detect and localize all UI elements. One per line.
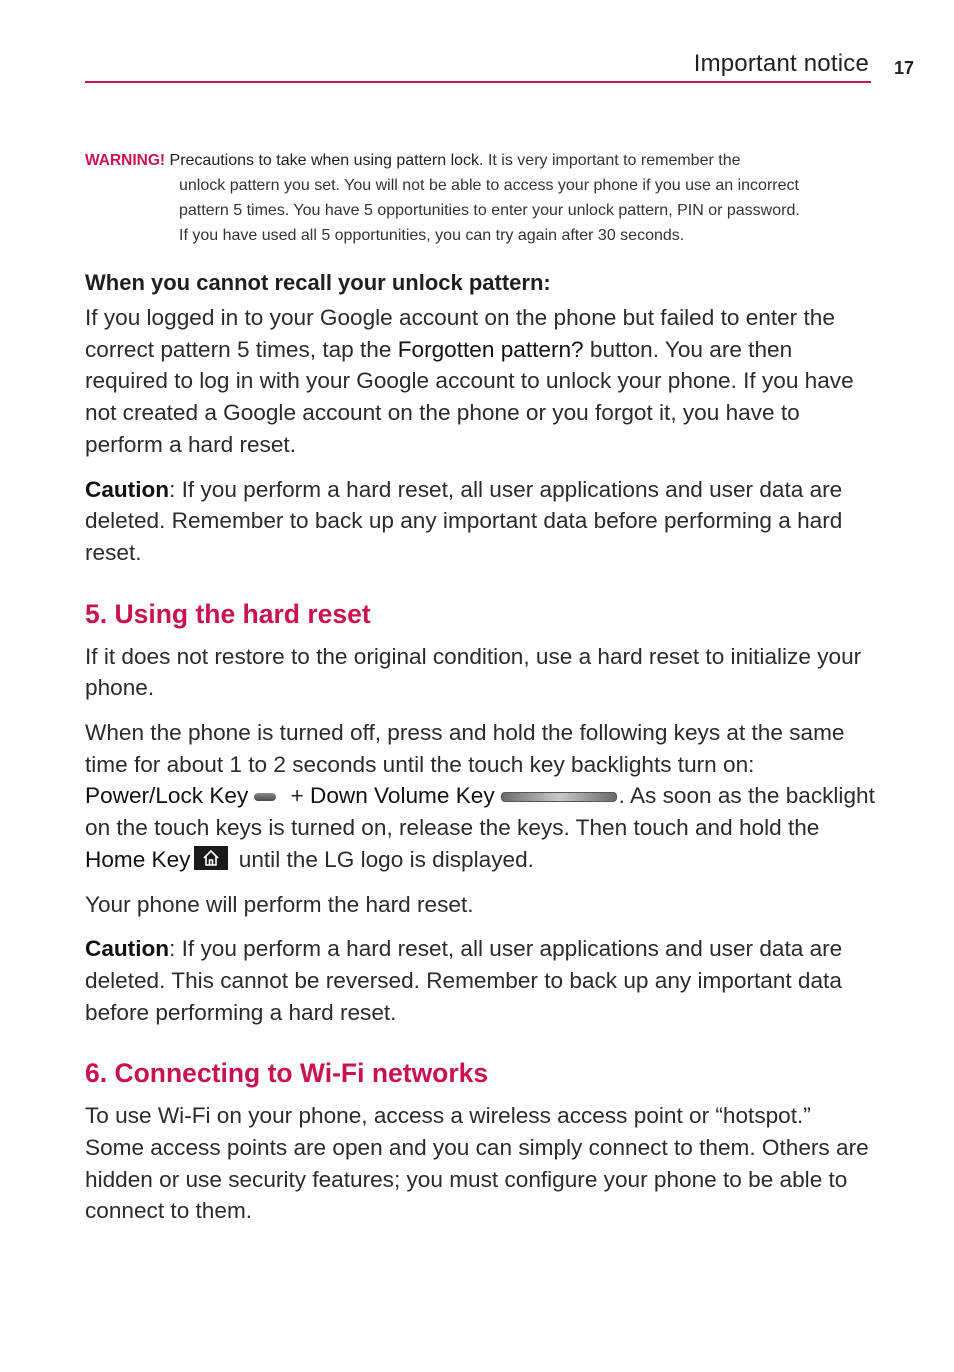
unlock-text-b: button. You are then required to log in with your Google account to unlock your phone. If you have not created a Google account on the phone or you forgot it, you have to perform a hard reset. — [85, 336, 854, 457]
home-key-label: Home Key — [85, 846, 191, 872]
warning-label: WARNING! — [85, 152, 166, 169]
warning-lead: Precautions to take when using pattern lock. — [169, 152, 484, 169]
warning-line-4: If you have used all 5 opportunities, you can try again after 30 seconds. — [179, 227, 685, 244]
warning-line-1-rest: It is very important to remember the — [487, 152, 741, 169]
warning-block — [85, 148, 875, 248]
section-5-title: 5. Using the hard reset — [85, 598, 371, 629]
forgotten-pattern-label: Forgotten pattern? — [397, 336, 584, 362]
section-6-para-1: To use Wi-Fi on your phone, access a wireless access point or “hotspot.” Some access points are open and you can simply connect to them. Others are hidden or use security features; you must configure your phone to be able to connect to them. — [85, 1103, 869, 1224]
caution-text: : If you perform a hard reset, all user applications and user data are deleted. Remember to back up any important data before performing a hard reset. — [85, 476, 843, 565]
section-5-para-1: If it does not restore to the original condition, use a hard reset to initialize your phone. — [85, 643, 862, 701]
caution-label: Caution — [85, 476, 170, 502]
power-lock-key-label: Power/Lock Key — [85, 783, 249, 809]
plus-sign: + — [284, 783, 311, 809]
warning-line-1 — [85, 148, 875, 173]
section-5-para-2 — [85, 717, 875, 876]
section-5-text-c: until the LG logo is displayed. — [232, 846, 534, 872]
unlock-heading: When you cannot recall your unlock pattern: — [85, 270, 551, 295]
page-number: 17 — [894, 58, 915, 78]
warning-line-3: pattern 5 times. You have 5 opportunities to enter your unlock pattern, PIN or password. — [179, 202, 800, 219]
caution-label: Caution — [85, 936, 170, 962]
unlock-caution — [85, 474, 875, 569]
down-volume-key-icon — [501, 792, 617, 802]
home-key-icon — [194, 846, 228, 870]
header-title: Important notice — [693, 50, 869, 77]
section-5-text-b: . As soon as the backlight on the touch keys is turned on, release the keys. Then touch and hold the — [85, 783, 875, 841]
main-content — [85, 268, 875, 1227]
unlock-text-a: If you logged in to your Google account on the phone but failed to enter the correct pattern 5 times, tap the — [85, 305, 835, 362]
section-5-text-a: When the phone is turned off, press and hold the following keys at the same time for about 1 to 2 seconds until the touch key backlights turn on: — [85, 720, 845, 777]
caution-text: : If you perform a hard reset, all user applications and user data are deleted. This cannot be reversed. Remember to back up any important data before performing a hard reset. — [85, 936, 843, 1025]
section-5-para-3: Your phone will perform the hard reset. — [85, 891, 474, 917]
warning-line-2: unlock pattern you set. You will not be able to access your phone if you use an incorrect — [179, 177, 799, 194]
section-6-title: 6. Connecting to Wi-Fi networks — [85, 1058, 489, 1089]
page-header — [85, 48, 871, 83]
section-5-caution — [85, 933, 875, 1028]
unlock-paragraph — [85, 302, 875, 461]
down-volume-key-label: Down Volume Key — [310, 783, 495, 809]
power-lock-key-icon — [254, 793, 276, 801]
